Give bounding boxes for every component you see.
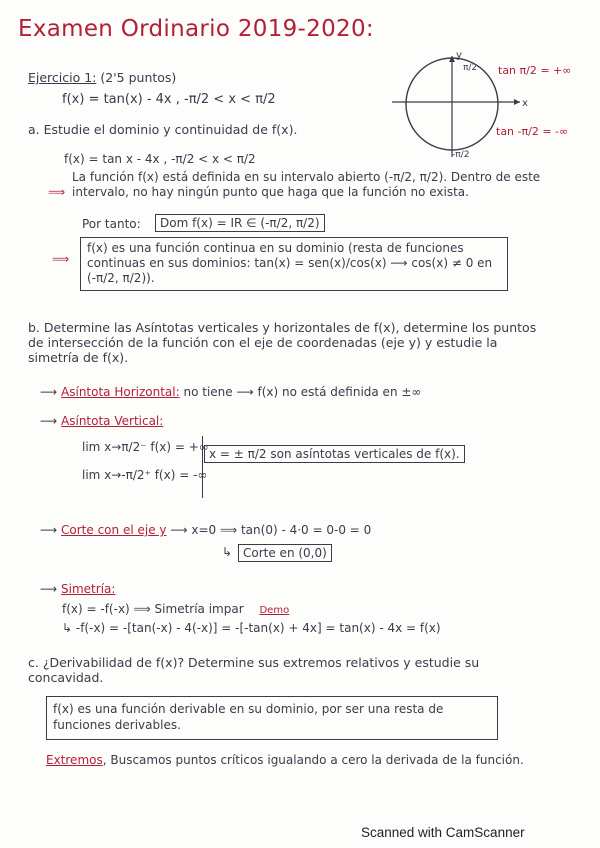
simetria-line2: ↳ -f(-x) = -[tan(-x) - 4(-x)] = -[-tan(x) + 4x] = tan(x) - 4x = f(x) [62,621,441,635]
simetria-demo: Demo [259,605,290,616]
scanner-watermark: Scanned with CamScanner [361,825,525,840]
part-a-question: a. Estudie el dominio y continuidad de f(x). [28,122,298,137]
implies-arrow-1: ⟹ [48,185,66,199]
tan-plus-note: tan π/2 = +∞ [498,64,572,77]
implies-arrow-2: ⟹ [52,252,70,266]
limits-block [82,440,209,482]
y-axis-arrow [449,56,455,62]
corte-text: ⟶ x=0 ⟹ tan(0) - 4·0 = 0-0 = 0 [170,523,372,537]
limit-minus: lim x→-π/2⁺ f(x) = -∞ [82,468,208,482]
simetria-proof: -f(-x) = -[tan(-x) - 4(-x)] = -[-tan(x) + 4x] = tan(x) - 4x = f(x) [75,621,441,635]
exercise-points: (2'5 puntos) [100,70,177,85]
vertical-asymptote-row: ⟶ Asíntota Vertical: [40,414,164,428]
simetria-label: Simetría: [61,582,116,596]
diagram-top-label: π/2 [463,63,478,73]
diagram-bottom-label: -π/2 [452,150,470,160]
horizontal-label: Asíntota Horizontal: [61,385,180,399]
domain-box: Dom f(x) = IR ∈ (-π/2, π/2) [155,214,325,232]
part-b-question: b. Determine las Asíntotas verticales y horizontales de f(x), determine los puntos de intersección de la función con el eje de coordenadas (eje y) y estudie la simetría de f(x). [28,320,537,365]
page-title: Examen Ordinario 2019-2020: [18,16,374,42]
simetria-statement: f(x) = -f(-x) ⟹ Simetría impar [62,602,244,616]
part-a-line1: f(x) = tan x - 4x , -π/2 < x < π/2 [64,152,256,166]
function-definition: f(x) = tan(x) - 4x , -π/2 < x < π/2 [62,92,276,107]
limit-plus: lim x→π/2⁻ f(x) = +∞ [82,440,209,454]
derivability-box: f(x) es una función derivable en su dominio, por ser una resta de funciones derivables. [46,696,498,740]
por-tanto-label: Por tanto: [82,217,141,231]
exercise-label: Ejercicio 1: [28,70,97,85]
simetria-row: ⟶ Simetría: [40,582,116,596]
x-axis-arrow [514,99,520,105]
corte-label: Corte con el eje y [61,523,167,537]
part-c-question: c. ¿Derivabilidad de f(x)? Determine sus extremos relativos y estudie su concavidad. [28,655,480,685]
horizontal-asymptote-row: ⟶ Asíntota Horizontal: no tiene ⟶ f(x) no está definida en ±∞ [40,385,422,399]
horizontal-text: no tiene ⟶ f(x) no está definida en ±∞ [183,385,422,399]
diagram-y-label: y [456,50,462,61]
exercise-header [28,70,176,85]
extremos-label: Extremos [46,753,103,767]
extremos-text: , Buscamos puntos críticos igualando a cero la derivada de la función. [102,753,524,767]
extremos-row [46,752,546,768]
corte-row: ⟶ Corte con el eje y ⟶ x=0 ⟹ tan(0) - 4·0 = 0-0 = 0 [40,523,372,537]
part-a-text: La función f(x) está definida en su intervalo abierto (-π/2, π/2). Dentro de este intervalo, no hay ningún punto que haga que la función no exista. [72,170,541,199]
continuity-box: f(x) es una función continua en su dominio (resta de funciones continuas en sus dominios: tan(x) = sen(x)/cos(x) ⟶ cos(x) ≠ 0 en (-π/2, π/2)). [80,237,508,291]
tan-minus-note: tan -π/2 = -∞ [496,125,569,138]
simetria-line1 [62,602,289,616]
vertical-asymptote-box: x = ± π/2 son asíntotas verticales de f(x). [204,445,465,463]
corte-arrow: ↳ [222,545,233,559]
diagram-x-label: x [522,98,528,109]
corte-box: Corte en (0,0) [238,544,332,562]
limits-brace [196,436,203,498]
vertical-label: Asíntota Vertical: [61,414,164,428]
